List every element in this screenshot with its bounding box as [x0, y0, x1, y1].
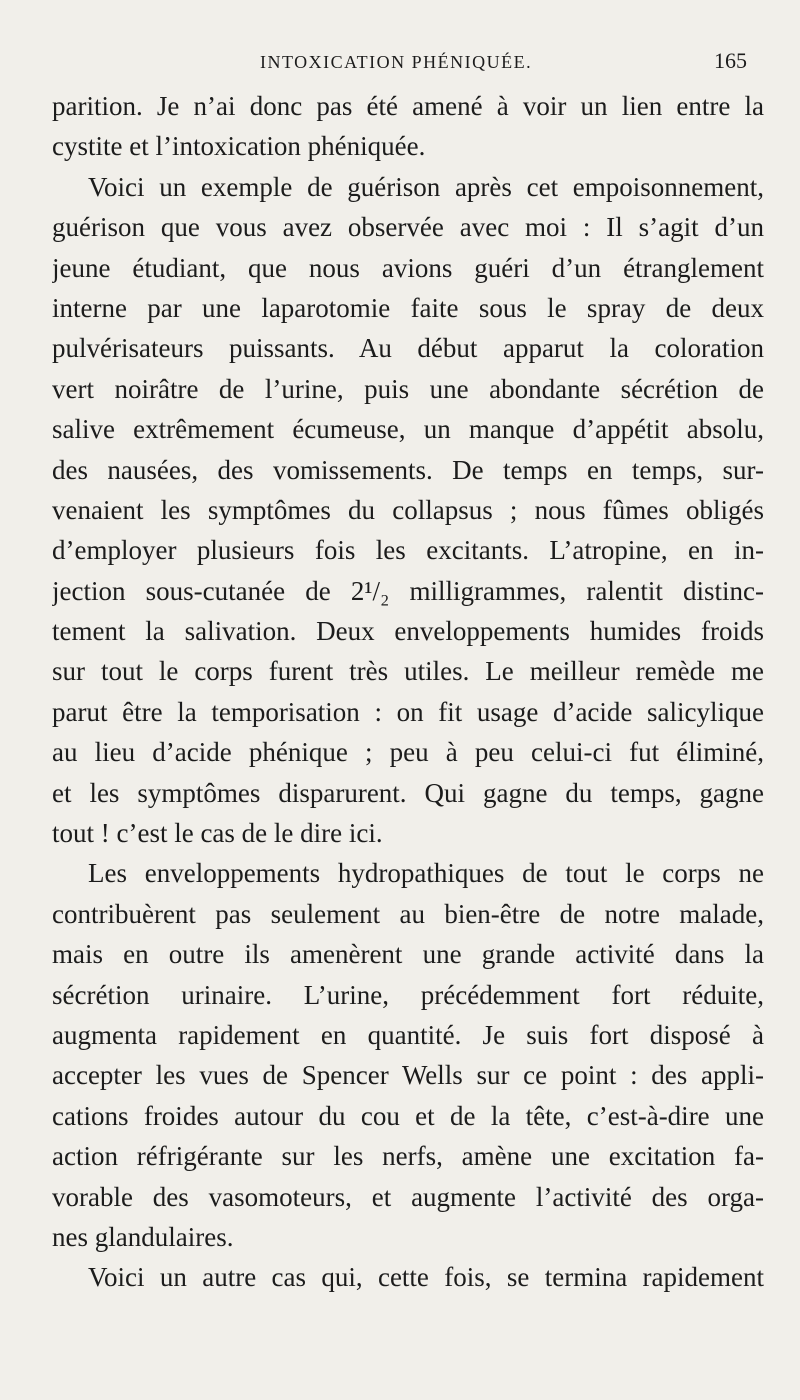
text-line: vert noirâtre de l’urine, puis une abondante sécrétion de: [52, 373, 764, 404]
text-line: Voici un autre cas qui, cette fois, se termina rapidement: [88, 1262, 764, 1293]
text-line: des nausées, des vomissements. De temps en temps, sur-: [52, 454, 764, 485]
page-number: 165: [714, 48, 747, 73]
text-line: vorable des vasomoteurs, et augmente l’activité des orga-: [52, 1181, 764, 1212]
text-line: sur tout le corps furent très utiles. Le meilleur remède me: [52, 656, 764, 687]
text-line: parut être la temporisation : on fit usage d’acide salicylique: [52, 696, 764, 727]
text-line: cystite et l’intoxication phéniquée.: [52, 131, 426, 162]
text-line: Voici un exemple de guérison après cet empoisonnement,: [88, 171, 764, 202]
text-line: sécrétion urinaire. L’urine, précédemment fort réduite,: [52, 979, 764, 1010]
text-line: nes glandulaires.: [52, 1221, 234, 1252]
text-line: accepter les vues de Spencer Wells sur ce point : des appli-: [52, 1060, 764, 1091]
text-line: salive extrêmement écumeuse, un manque d’appétit absolu,: [52, 414, 764, 445]
text-line: parition. Je n’ai donc pas été amené à voir un lien entre la: [52, 91, 764, 121]
text-line: tement la salivation. Deux enveloppements humides froids: [52, 616, 764, 647]
body-text: [52, 86, 764, 1298]
text-line: mais en outre ils amenèrent une grande activité dans la: [52, 939, 764, 970]
text-line: tout ! c’est le cas de le dire ici.: [52, 818, 383, 849]
text-line: pulvérisateurs puissants. Au début apparut la coloration: [52, 333, 764, 364]
text-line: Les enveloppements hydropathiques de tout le corps ne: [88, 858, 764, 889]
text-line: cations froides autour du cou et de la tête, c’est-à-dire une: [52, 1100, 764, 1131]
text-line: augmenta rapidement en quantité. Je suis fort disposé à: [52, 1019, 764, 1050]
text-line: jeune étudiant, que nous avions guéri d’un étranglement: [52, 252, 764, 283]
text-line: interne par une laparotomie faite sous le spray de deux: [52, 292, 764, 323]
text-line: action réfrigérante sur les nerfs, amène une excitation fa-: [52, 1141, 764, 1172]
text-line: et les symptômes disparurent. Qui gagne du temps, gagne: [52, 777, 764, 808]
text-line: au lieu d’acide phénique ; peu à peu celui-ci fut éliminé,: [52, 737, 764, 768]
running-head-title: INTOXICATION PHÉNIQUÉE.: [260, 52, 533, 72]
text-line: guérison que vous avez observée avec moi : Il s’agit d’un: [52, 212, 764, 243]
text-line: jection sous-cutanée de 2¹/₂ milligrammes, ralentit distinc-: [52, 575, 764, 606]
text-line: d’employer plusieurs fois les excitants. L’atropine, en in-: [52, 535, 764, 566]
text-line: contribuèrent pas seulement au bien-être de notre malade,: [52, 898, 764, 929]
text-line: venaient les symptômes du collapsus ; nous fûmes obligés: [52, 494, 764, 525]
